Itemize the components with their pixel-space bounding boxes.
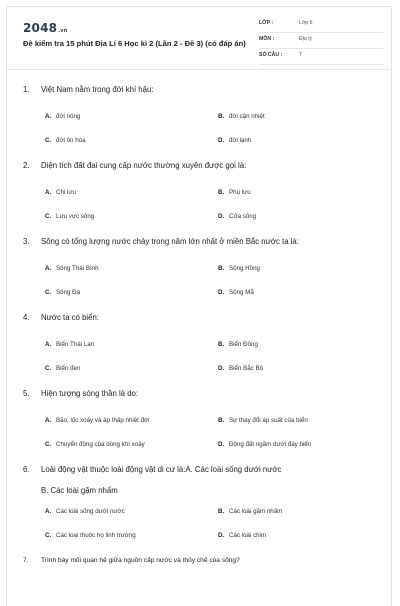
question-number: 1. xyxy=(23,85,30,94)
option-b[interactable] xyxy=(218,508,378,515)
option-letter: B. xyxy=(218,265,225,272)
answer-options xyxy=(45,496,383,542)
option-letter: D. xyxy=(218,137,225,144)
option-a[interactable] xyxy=(45,265,205,272)
option-text: Các loài gặm nhấm xyxy=(229,508,283,515)
option-d[interactable] xyxy=(218,532,378,539)
option-text: Cửa sông xyxy=(229,213,257,220)
option-a[interactable] xyxy=(45,417,205,424)
option-a[interactable] xyxy=(45,508,205,515)
option-letter: C. xyxy=(45,532,52,539)
option-text: Các loài sống dưới nước xyxy=(56,508,125,515)
question-text-continuation: B. Các loài gặm nhấm xyxy=(41,486,118,495)
option-letter: C. xyxy=(45,137,52,144)
option-text: Sông Hồng xyxy=(229,265,260,272)
option-text: Lưu vực sông xyxy=(56,213,95,220)
option-text: Động đất ngầm dưới đáy biển xyxy=(229,441,312,448)
answer-options xyxy=(45,329,383,375)
option-letter: A. xyxy=(45,341,52,348)
option-letter: A. xyxy=(45,189,52,196)
option-a[interactable] xyxy=(45,189,205,196)
question-stem xyxy=(23,465,383,496)
answer-options xyxy=(45,405,383,451)
question-stem xyxy=(23,161,383,171)
question-text: Hiện tượng sóng thần là do: xyxy=(41,389,139,398)
question-5 xyxy=(23,389,383,451)
option-c[interactable] xyxy=(45,532,205,539)
option-text: Biển Thái Lan xyxy=(56,341,95,348)
question-number: 4. xyxy=(23,313,30,322)
question-stem xyxy=(23,85,383,95)
option-text: Sự thay đổi áp suất của biển xyxy=(229,417,308,424)
option-c[interactable] xyxy=(45,365,205,372)
option-c[interactable] xyxy=(45,137,205,144)
option-text: đới lạnh xyxy=(229,137,252,144)
option-letter: B. xyxy=(218,417,225,424)
meta-value-subject: Địa lý xyxy=(299,36,312,42)
option-text: đới ôn hòa xyxy=(56,137,86,144)
question-text: Nước ta có biển: xyxy=(41,313,100,322)
meta-row-count xyxy=(259,49,383,65)
question-text: Loài động vật thuộc loài động vật di cư là:A. Các loài sống dưới nước xyxy=(41,465,282,474)
question-number: 3. xyxy=(23,237,30,246)
meta-row-class xyxy=(259,17,383,33)
logo-main: 2048 xyxy=(23,21,58,35)
answer-options xyxy=(45,253,383,299)
site-logo[interactable] xyxy=(23,21,68,35)
option-letter: D. xyxy=(218,289,225,296)
option-d[interactable] xyxy=(218,289,378,296)
option-a[interactable] xyxy=(45,341,205,348)
option-letter: C. xyxy=(45,213,52,220)
question-3 xyxy=(23,237,383,299)
question-list xyxy=(23,85,383,566)
option-c[interactable] xyxy=(45,441,205,448)
option-text: Phụ lưu xyxy=(229,189,251,196)
option-letter: A. xyxy=(45,113,52,120)
question-1 xyxy=(23,85,383,147)
option-letter: C. xyxy=(45,365,52,372)
option-letter: B. xyxy=(218,508,225,515)
meta-key-class: LỚP : xyxy=(259,20,274,26)
answer-options xyxy=(45,177,383,223)
question-stem xyxy=(23,389,383,399)
option-text: Biển Đông xyxy=(229,341,258,348)
exam-meta xyxy=(259,17,383,65)
answer-options xyxy=(45,101,383,147)
option-d[interactable] xyxy=(218,137,378,144)
option-b[interactable] xyxy=(218,341,378,348)
option-c[interactable] xyxy=(45,213,205,220)
option-text: Chi lưu xyxy=(56,189,76,196)
option-letter: C. xyxy=(45,289,52,296)
meta-key-subject: MÔN : xyxy=(259,36,275,42)
meta-value-class: Lớp 6 xyxy=(299,20,313,26)
logo-suffix: .vn xyxy=(58,28,68,34)
option-letter: B. xyxy=(218,189,225,196)
question-stem xyxy=(23,237,383,247)
question-number: 2. xyxy=(23,161,30,170)
option-text: Các loại thuộc họ linh trưởng xyxy=(56,532,136,539)
exam-title: Đề kiểm tra 15 phút Địa Lí 6 Học kì 2 (Lần 2 - Đề 3) (có đáp án) xyxy=(23,39,246,48)
question-2 xyxy=(23,161,383,223)
question-6 xyxy=(23,465,383,542)
meta-key-count: SỐ CÂU : xyxy=(259,52,283,58)
option-letter: D. xyxy=(218,365,225,372)
option-b[interactable] xyxy=(218,189,378,196)
meta-value-count: 7 xyxy=(299,52,302,58)
question-text: Việt Nam nằm trong đới khí hậu: xyxy=(41,85,154,94)
meta-row-subject xyxy=(259,33,383,49)
option-a[interactable] xyxy=(45,113,205,120)
option-d[interactable] xyxy=(218,441,378,448)
question-stem xyxy=(23,556,383,566)
question-7 xyxy=(23,556,383,566)
header-divider xyxy=(7,69,391,70)
option-text: Bão, lốc xoáy và áp thấp nhiệt đới xyxy=(56,417,150,424)
question-number: 5. xyxy=(23,389,30,398)
option-letter: B. xyxy=(218,113,225,120)
option-letter: D. xyxy=(218,532,225,539)
option-text: Sông Mã xyxy=(229,289,254,296)
question-text: Diện tích đất đai cung cấp nước thường xuyên được gọi là: xyxy=(41,161,247,170)
option-d[interactable] xyxy=(218,365,378,372)
option-letter: B. xyxy=(218,341,225,348)
option-letter: D. xyxy=(218,213,225,220)
question-number: 6. xyxy=(23,465,30,474)
option-letter: A. xyxy=(45,265,52,272)
option-d[interactable] xyxy=(218,213,378,220)
option-c[interactable] xyxy=(45,289,205,296)
option-letter: A. xyxy=(45,508,52,515)
exam-page xyxy=(6,6,392,606)
option-b[interactable] xyxy=(218,417,378,424)
question-text: Trình bày mối quan hệ giữa nguồn cấp nước và thủy chế của sông? xyxy=(41,557,240,564)
option-text: Sông Đà xyxy=(56,289,81,296)
option-text: Biển đen xyxy=(56,365,81,372)
option-text: đới nóng xyxy=(56,113,81,120)
option-text: đới cận nhiệt xyxy=(229,113,265,120)
option-letter: A. xyxy=(45,417,52,424)
question-stem xyxy=(23,313,383,323)
question-text: Sông có tổng lượng nước chảy trong năm lớn nhất ở miền Bắc nước ta là: xyxy=(41,237,299,246)
option-text: Chuyển động của dòng khí xoáy xyxy=(56,441,145,448)
question-4 xyxy=(23,313,383,375)
option-b[interactable] xyxy=(218,265,378,272)
option-text: Biển Bắc Bộ xyxy=(229,365,264,372)
question-number: 7. xyxy=(23,557,29,564)
option-text: Sông Thái Bình xyxy=(56,265,99,272)
option-text: Các loài chim xyxy=(229,532,267,539)
option-b[interactable] xyxy=(218,113,378,120)
option-letter: C. xyxy=(45,441,52,448)
option-letter: D. xyxy=(218,441,225,448)
exam-header xyxy=(23,17,379,73)
